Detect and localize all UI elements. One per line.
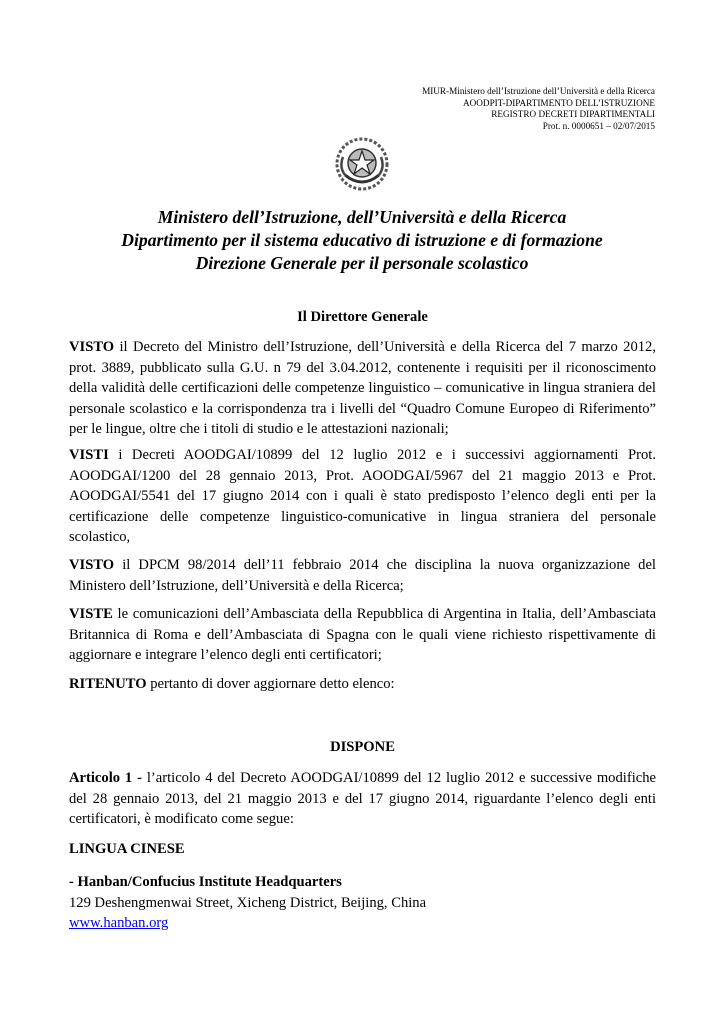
certifying-entity — [69, 872, 656, 934]
viste-lead: VISTE — [69, 606, 113, 622]
visto-text: il Decreto del Ministro dell’Istruzione, dell’Università e della Ricerca del 7 marzo 2012, prot. 3889, pubblicato sulla G.U. n 79 del 3.04.2012, contenente i requisiti per il riconoscimento della validità delle certificazioni delle competenze linguistico – comunicative in lingua straniera del personale scolastico e la corrispondenza tra i livelli del “Quadro Comune Europeo di Riferimento” per le lingue, oltre che i titoli di studio e le attestazioni nazionali; — [69, 339, 656, 437]
language-heading: LINGUA CINESE — [69, 841, 185, 857]
entity-website-link[interactable]: www.hanban.org — [69, 915, 169, 931]
header-ministry-line: MIUR-Ministero dell’Istruzione dell’Università e della Ricerca — [422, 86, 655, 96]
department-title: Dipartimento per il sistema educativo di istruzione e di formazione — [121, 230, 603, 250]
ministry-title: Ministero dell’Istruzione, dell’Università e della Ricerca — [157, 207, 567, 227]
visto-lead: VISTO — [69, 339, 115, 355]
header-department-line: AOODPIT-DIPARTIMENTO DELL’ISTRUZIONE — [463, 97, 655, 108]
ritenuto-text: pertanto di dover aggiornare detto elenco: — [146, 676, 395, 692]
visti-paragraph — [69, 445, 656, 548]
entity-address: 129 Deshengmenwai Street, Xicheng District, Beijing, China — [69, 894, 427, 911]
articolo-text: l’articolo 4 del Decreto AOODGAI/10899 del 12 luglio 2012 e successive modifiche del 28 gennaio 2013, del 21 maggio 2013 e del 17 giugno 2014, riguardante l’elenco degli enti certificatori, è modificato come segue: — [69, 770, 656, 827]
visto-lead: VISTO — [69, 557, 115, 573]
visto-text: il DPCM 98/2014 dell’11 febbraio 2014 che disciplina la nuova organizzazione del Ministero dell’Istruzione, dell’Università e della Ricerca; — [69, 557, 656, 594]
articolo-lead: Articolo 1 - — [69, 770, 142, 786]
ritenuto-paragraph — [69, 674, 656, 695]
document-title-block — [0, 206, 724, 275]
ritenuto-lead: RITENUTO — [69, 676, 147, 692]
viste-paragraph — [69, 604, 656, 666]
visto-paragraph-1 — [69, 337, 656, 440]
visti-lead: VISTI — [69, 447, 109, 463]
header-register-line: REGISTRO DECRETI DIPARTIMENTALI — [491, 109, 655, 120]
visti-text: i Decreti AOODGAI/10899 del 12 luglio 2012 e i successivi aggiornamenti Prot. AOODGAI/1200 del 28 gennaio 2013, Prot. AOODGAI/5967 del 21 maggio 2013 e Prot. AOODGAI/5541 del 17 giugno 2014 con i quali è stato predisposto l’elenco degli enti per la certificazione delle competenze linguistico-comunicative in lingua straniera del personale scolastico, — [69, 447, 656, 545]
italian-republic-emblem-icon — [335, 137, 389, 191]
visto-paragraph-2 — [69, 555, 656, 596]
directorate-title: Direzione Generale per il personale scolastico — [195, 253, 529, 273]
articolo-1-paragraph — [69, 768, 656, 830]
entity-name: - Hanban/Confucius Institute Headquarters — [69, 874, 342, 890]
header-protocol-number: Prot. n. 0000651 – 02/07/2015 — [542, 120, 655, 131]
protocol-header — [422, 86, 655, 132]
viste-text: le comunicazioni dell’Ambasciata della Repubblica di Argentina in Italia, dell’Ambasciata Britannica di Roma e dell’Ambasciata di Spagna con le quali viene richiesto rispettivamente di aggiornare e integrare l’elenco degli enti certificatori; — [69, 606, 656, 663]
dispone-heading: DISPONE — [330, 739, 395, 755]
signatory-heading: Il Direttore Generale — [297, 309, 428, 325]
